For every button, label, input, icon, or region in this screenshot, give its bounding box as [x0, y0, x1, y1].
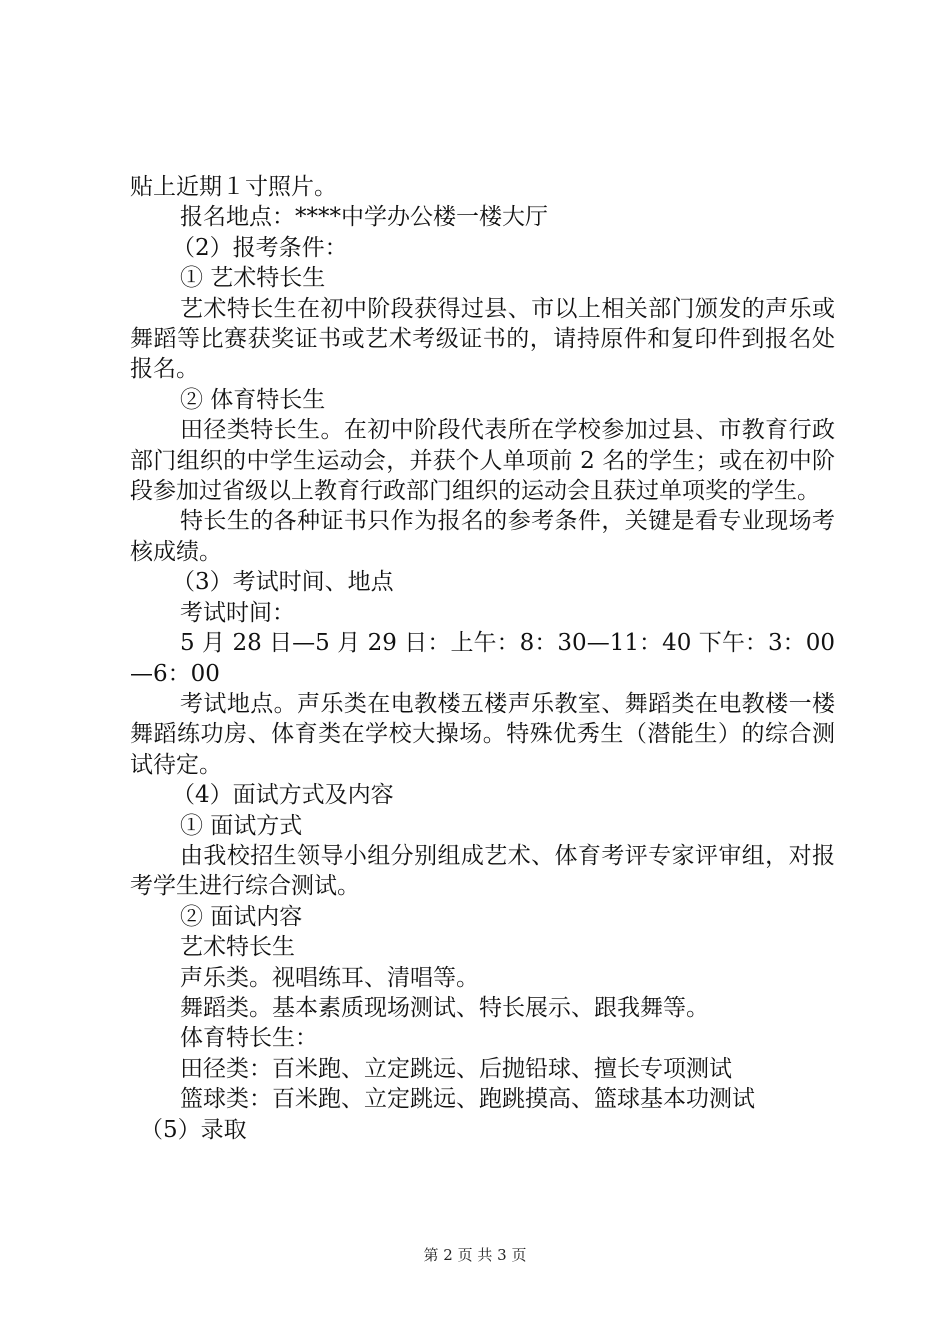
paragraph: 舞蹈类。基本素质现场测试、特长展示、跟我舞等。	[180, 994, 709, 1021]
paragraph: 报名地点：****中学办公楼一楼大厅	[180, 204, 548, 231]
subsection-heading: ① 艺术特长生	[180, 265, 326, 292]
paragraph: 体育特长生：	[180, 1025, 318, 1052]
paragraph: 由我校招生领导小组分别组成艺术、体育考评专家评审组，对报考学生进行综合测试。	[130, 842, 835, 900]
paragraph: 声乐类。视唱练耳、清唱等。	[180, 964, 479, 991]
paragraph: 考试地点。声乐类在电教楼五楼声乐教室、舞蹈类在电教楼一楼舞蹈练功房、体育类在学校大操场。特殊优秀生（潜能生）的综合测试待定。	[130, 690, 835, 778]
section-heading: （2）报考条件：	[172, 234, 348, 261]
section-heading: （4）面试方式及内容	[172, 782, 394, 809]
page-number: 第 2 页 共 3 页	[423, 1246, 527, 1264]
paragraph: 篮球类：百米跑、立定跳远、跑跳摸高、篮球基本功测试	[180, 1086, 755, 1113]
paragraph: 艺术特长生	[180, 934, 295, 961]
section-heading: （5）录取	[140, 1116, 247, 1143]
paragraph: 5 月 28 日—5 月 29 日：上午：8：30—11：40 下午：3：00—6：00	[130, 630, 835, 687]
subsection-heading: ② 体育特长生	[180, 386, 326, 413]
paragraph: 贴上近期１寸照片。	[130, 174, 337, 200]
paragraph: 特长生的各种证书只作为报名的参考条件，关键是看专业现场考核成绩。	[130, 508, 835, 565]
document-body	[130, 172, 835, 1145]
paragraph: 田径类：百米跑、立定跳远、后抛铅球、擅长专项测试	[180, 1055, 732, 1082]
section-heading: （3）考试时间、地点	[172, 569, 394, 596]
page-footer	[0, 1244, 950, 1265]
paragraph: 艺术特长生在初中阶段获得过县、市以上相关部门颁发的声乐或舞蹈等比赛获奖证书或艺术考级证书的，请持原件和复印件到报名处报名。	[130, 295, 835, 383]
subsection-heading: ① 面试方式	[180, 812, 303, 839]
paragraph: 考试时间：	[180, 599, 295, 626]
subsection-heading: ② 面试内容	[180, 903, 303, 930]
paragraph: 田径类特长生。在初中阶段代表所在学校参加过县、市教育行政部门组织的中学生运动会，并获个人单项前 2 名的学生；或在初中阶段参加过省级以上教育行政部门组织的运动会且获过单项奖的学生。	[130, 417, 835, 505]
